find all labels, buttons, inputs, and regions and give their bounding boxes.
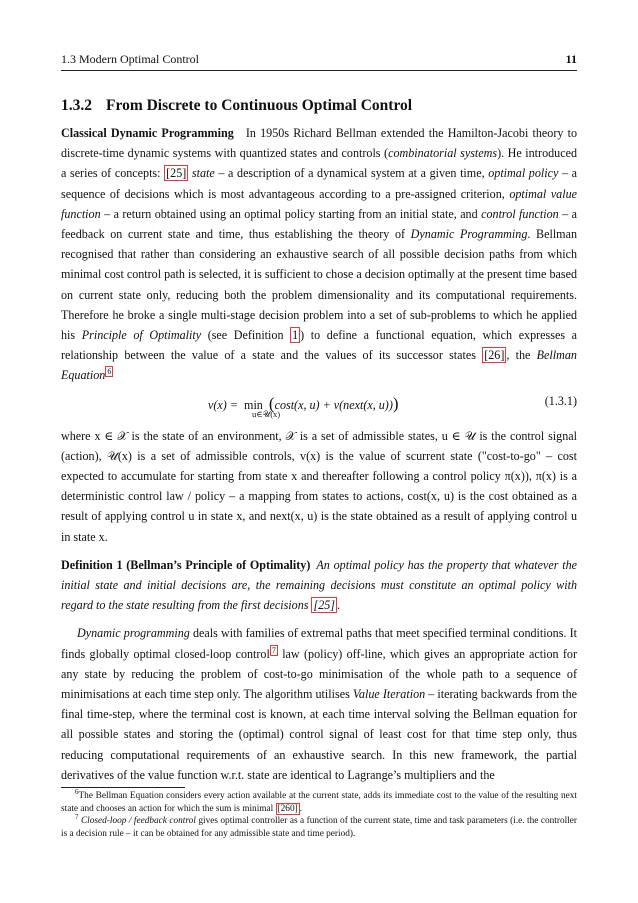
section-heading	[61, 97, 577, 115]
footnote-7: $^7$ Closed-loop / feedback control gives optimal controller as a function of the current state, time and task parameters (i.e. the controller is a decision rule – it can be obtained for any admissible state and time period).	[61, 813, 577, 839]
definition-link[interactable]: 1	[292, 328, 299, 343]
citation-link[interactable]: [25]	[166, 166, 187, 181]
definition-label: Definition 1 (Bellman’s Principle of Optimality)	[61, 557, 311, 572]
citation-link[interactable]: [26]	[484, 348, 505, 363]
footnote-rule	[61, 787, 185, 788]
page	[61, 52, 577, 840]
paragraph-lead: Dynamic programming	[77, 626, 190, 641]
running-header	[61, 52, 577, 71]
equation-rhs: cost(x, u) + v(next(x, u))	[274, 397, 393, 412]
citation-link[interactable]: [25]	[313, 598, 335, 613]
page-number: 11	[565, 52, 577, 66]
footnote-mark: 6	[75, 788, 79, 796]
equation-number: (1.3.1)	[544, 393, 577, 408]
header-section: 1.3 Modern Optimal Control	[61, 52, 199, 66]
equation-lhs: v(x) =	[208, 397, 238, 412]
paragraph-lead: Classical Dynamic Programming	[61, 126, 234, 140]
equation-subscript: u∈𝒰(x)	[252, 408, 281, 419]
section-number: 1.3.2	[61, 97, 92, 114]
footnote-6: $^6$The Bellman Equation considers every action available at the current state, adds its immediate cost to the value of the resulting next state and chooses an action for which the sum is minimal [260] .	[61, 788, 577, 814]
section-title: From Discrete to Continuous Optimal Control	[106, 97, 413, 114]
footnote-mark: 7	[75, 813, 79, 822]
bellman-equation: v(x) = min (cost(x, u) + v(next(x, u))) u∈𝒰(x) (1.3.1)	[208, 393, 577, 419]
definition-text: An optimal policy has the property that whatever the initial state and initial decisions are, the remaining decisions must constitute an optimal policy with regard to the state resulting from the first decisions	[61, 557, 577, 613]
footnote-link[interactable]: 6	[107, 367, 112, 377]
paragraph-where: where x ∈ 𝒳 is the state of an environment, 𝒳 is a set of admissible states, u ∈ 𝒰 is the control signal (action), 𝒰(x) is a set of admissible controls, v(x) is the value of scurrent state ("cost-to-go" – cost expected to accumulate for starting from state x and thereafter following a control policy π(x)), π(x) is a deterministic control law / policy – a mapping from states to actions, cost(x, u) is the cost obtained as a result of applying control u in state x, and next(x, u) is the state obtained as a result of applying control u in state x.	[61, 428, 577, 544]
footnote-link[interactable]: 7	[271, 645, 276, 655]
paragraph-dynamic-programming: Dynamic programming deals with families of extremal paths that meet specified terminal conditions. It finds globally optimal closed-loop control $^7$ law (policy) off-line, which gives an appropriate action for any state by reducing the problem of cost-to-go minimisation of the whole path to a sequence of minimisations at each time step only. The algorithm utilises Value Iteration – iterating backwards from the final time-step, where the terminal cost is known, at each time interval solving the Bellman equation for all possible states and storing the (optimal) control signal of least cost for that time step only, thus reducing computational requirements of an exhaustive search. In this new framework, the partial derivatives of the value function w.r.t. state are identical to Lagrange’s multipliers and the	[61, 626, 577, 782]
definition-1: Definition 1 (Bellman’s Principle of Optimality) An optimal policy has the property that whatever the initial state and initial decisions are, the remaining decisions must constitute an optimal policy with regard to the state resulting from the first decisions [25] .	[61, 557, 577, 613]
equation-min: min	[244, 397, 263, 412]
paragraph-classical-dp: Classical Dynamic Programming In 1950s Richard Bellman extended the Hamilton-Jacobi theory to discrete-time dynamic systems with quantized states and controls (combinatorial systems). He introduced a series of concepts: [25] state – a description of a dynamical system at a given time, optimal policy – a sequence of decisions which is most advantageous according to a pre-assigned criterion, optimal value function – a return obtained using an optimal policy starting from an initial state, and control function – a feedback on current state and time, thus establishing the theory of Dynamic Programming. Bellman recognised that rather than considering an exhaustive search of all possible decision paths from which minimal cost control path is selected, it is sufficient to chose a decision optimally at the present time based on current state only, reducing both the problem dimensionality and its computational requirements. Therefore he broke a single multi-stage decision problem into a set of sub-problems to which he applied his Principle of Optimality (see Definition 1 ) to define a functional equation, which expresses a relationship between the value of a state and the values of its successor states [26] , the Bellman Equation $^6$	[61, 126, 578, 383]
citation-link[interactable]: [260]	[277, 803, 298, 814]
